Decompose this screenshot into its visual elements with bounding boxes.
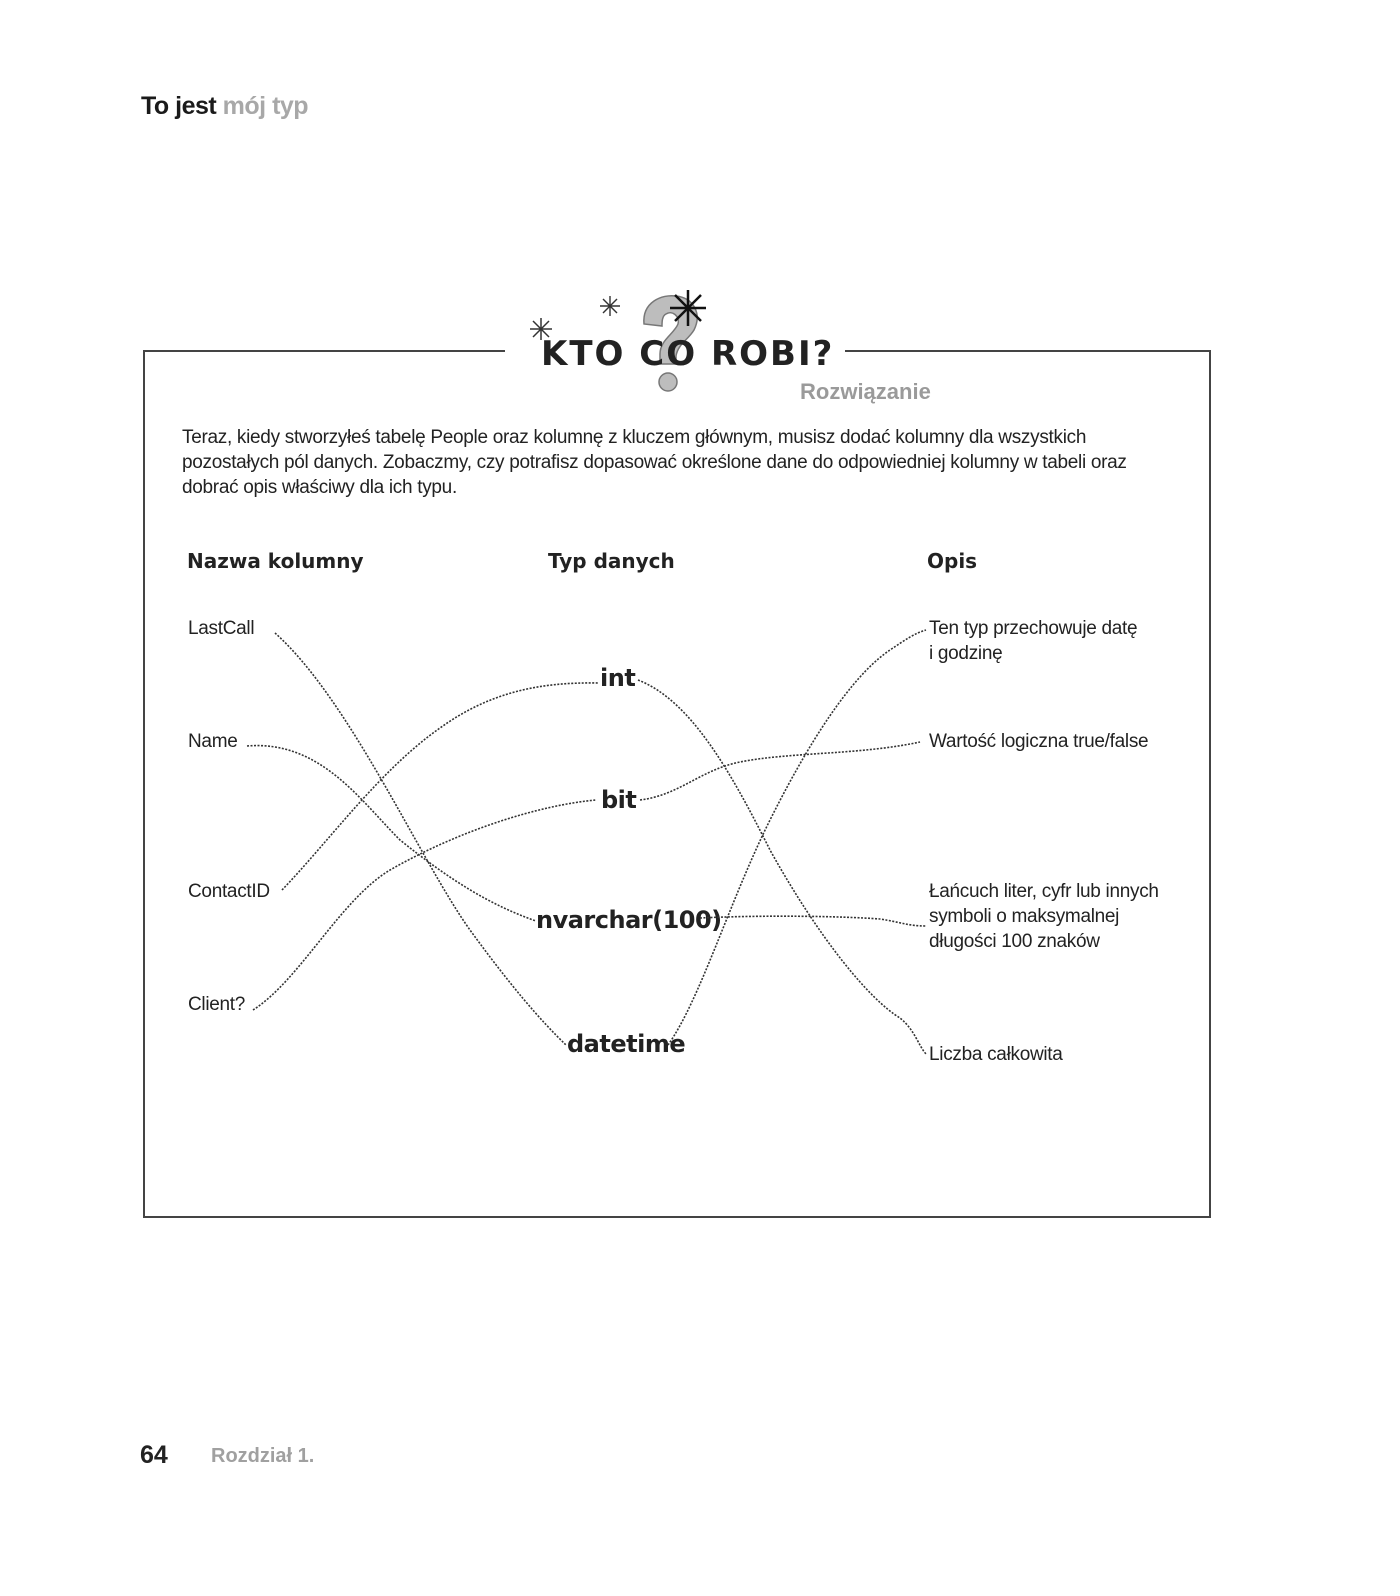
header-column-names: Nazwa kolumny xyxy=(187,549,364,573)
data-type-item: bit xyxy=(601,786,637,814)
page-number: 64 xyxy=(140,1441,168,1469)
description-item: Liczba całkowita xyxy=(929,1044,1063,1065)
line-contactid-int xyxy=(282,683,598,890)
line-lastcall-datetime xyxy=(275,633,566,1045)
description-item: Łańcuch liter, cyfr lub innych symboli o maksymalnej długości 100 znaków xyxy=(929,881,1159,952)
column-name-item: ContactID xyxy=(188,881,270,902)
line-datetime-datetime-desc xyxy=(668,630,926,1045)
header-data-types: Typ danych xyxy=(548,549,675,573)
column-name-item: Name xyxy=(188,731,238,752)
header-descriptions: Opis xyxy=(927,549,978,573)
description-item: Wartość logiczna true/false xyxy=(929,731,1149,752)
header-title-accent: mój typ xyxy=(222,92,309,120)
puzzle-title: KTO CO ROBI? xyxy=(541,334,835,374)
line-name-nvarchar xyxy=(247,746,536,921)
line-int-integer xyxy=(638,680,926,1054)
column-name-item: LastCall xyxy=(188,618,255,639)
data-type-item: nvarchar(100) xyxy=(536,906,722,934)
puzzle-intro: Teraz, kiedy stworzyłeś tabelę People oraz kolumnę z kluczem głównym, musisz dodać kolumny dla wszystkich pozostałych pól danych. Zobaczmy, czy potrafisz dopasować określone dane do odpowiedniej kolumny w tabeli oraz dobrać opis właściwy dla ich typu. xyxy=(182,427,1127,498)
chapter-label: Rozdział 1. xyxy=(211,1445,315,1467)
data-type-item: datetime xyxy=(567,1030,686,1058)
column-name-item: Client? xyxy=(188,994,246,1015)
puzzle-subtitle: Rozwiązanie xyxy=(800,379,931,404)
line-bit-boolean xyxy=(640,742,920,800)
header-title-main: To jest xyxy=(141,92,217,120)
description-item: Ten typ przechowuje datę i godzinę xyxy=(929,618,1138,664)
line-client-bit xyxy=(253,800,596,1010)
data-type-item: int xyxy=(600,664,636,692)
